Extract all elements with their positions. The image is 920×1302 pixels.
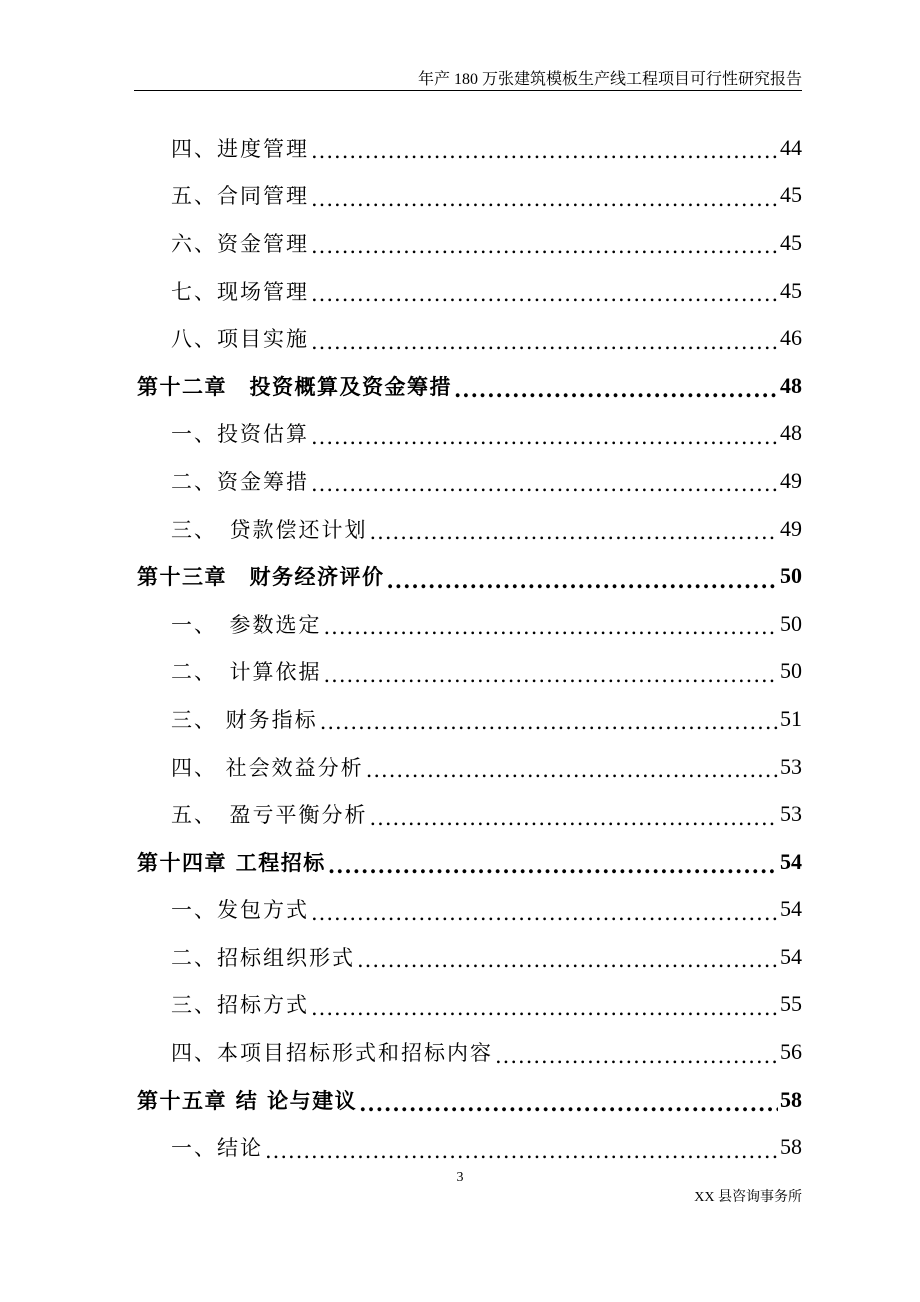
toc-leader-dots — [311, 332, 778, 353]
toc-entry-page: 48 — [780, 420, 802, 446]
toc-entry[interactable] — [137, 505, 802, 553]
document-title: 年产 180 万张建筑模板生产线工程项目可行性研究报告 — [417, 71, 802, 88]
toc-chapter-entry[interactable] — [137, 1076, 802, 1124]
toc-entry[interactable] — [137, 124, 802, 172]
footer-organization: XX 县咨询事务所 — [694, 1190, 802, 1205]
toc-entry-label: 四、进度管理 — [137, 133, 311, 163]
toc-chapter-entry[interactable] — [137, 362, 802, 410]
toc-entry[interactable] — [137, 600, 802, 648]
toc-entry-page: 50 — [780, 563, 802, 589]
toc-entry-label: 五、合同管理 — [137, 180, 311, 210]
toc-entry[interactable] — [137, 790, 802, 838]
toc-entry[interactable] — [137, 457, 802, 505]
toc-entry-label: 三、 财务指标 — [137, 704, 320, 734]
toc-entry-label: 一、 参数选定 — [137, 609, 324, 639]
toc-entry-page: 45 — [780, 182, 802, 208]
toc-leader-dots — [357, 950, 778, 971]
toc-leader-dots — [311, 189, 778, 210]
toc-leader-dots — [495, 1046, 778, 1067]
toc-leader-dots — [324, 617, 779, 638]
toc-entry-page: 44 — [780, 134, 802, 160]
toc-leader-dots — [311, 141, 778, 162]
toc-entry-label: 二、 计算依据 — [137, 656, 324, 686]
toc-leader-dots — [311, 903, 778, 924]
toc-entry-page: 45 — [780, 229, 802, 255]
toc-leader-dots — [320, 712, 778, 733]
toc-entry-label: 第十四章 工程招标 — [137, 847, 328, 877]
toc-leader-dots — [311, 236, 778, 257]
toc-entry-label: 七、现场管理 — [137, 276, 311, 306]
toc-entry[interactable] — [137, 314, 802, 362]
toc-leader-dots — [311, 427, 778, 448]
toc-leader-dots — [311, 284, 778, 305]
toc-entry-page: 49 — [780, 467, 802, 493]
toc-entry-page: 50 — [780, 610, 802, 636]
toc-entry-label: 第十二章 投资概算及资金筹措 — [137, 371, 454, 401]
toc-entry[interactable] — [137, 695, 802, 743]
toc-entry[interactable] — [137, 172, 802, 220]
toc-entry-page: 54 — [780, 896, 802, 922]
toc-entry-label: 三、招标方式 — [137, 989, 311, 1019]
table-of-contents — [137, 124, 802, 1171]
toc-entry-page: 50 — [780, 658, 802, 684]
toc-leader-dots — [328, 855, 778, 876]
toc-leader-dots — [359, 1093, 778, 1114]
toc-entry-label: 四、本项目招标形式和招标内容 — [137, 1037, 495, 1067]
toc-entry[interactable] — [137, 648, 802, 696]
toc-entry-page: 48 — [780, 372, 802, 398]
toc-entry[interactable] — [137, 1028, 802, 1076]
toc-entry-label: 五、 盈亏平衡分析 — [137, 799, 370, 829]
toc-entry-page: 45 — [780, 277, 802, 303]
toc-leader-dots — [454, 379, 778, 400]
toc-entry[interactable] — [137, 267, 802, 315]
toc-entry[interactable] — [137, 886, 802, 934]
toc-entry[interactable] — [137, 743, 802, 791]
toc-entry[interactable] — [137, 410, 802, 458]
toc-entry-page: 58 — [780, 1086, 802, 1112]
toc-entry-label: 四、 社会效益分析 — [137, 752, 366, 782]
toc-entry-label: 三、 贷款偿还计划 — [137, 514, 370, 544]
toc-chapter-entry[interactable] — [137, 552, 802, 600]
toc-leader-dots — [311, 474, 778, 495]
page-header — [134, 62, 802, 91]
toc-entry[interactable] — [137, 981, 802, 1029]
toc-entry-page: 46 — [780, 325, 802, 351]
toc-entry-label: 二、招标组织形式 — [137, 942, 357, 972]
toc-entry-page: 53 — [780, 801, 802, 827]
toc-entry[interactable] — [137, 933, 802, 981]
toc-leader-dots — [311, 998, 778, 1019]
toc-leader-dots — [387, 570, 779, 591]
toc-entry-label: 六、资金管理 — [137, 228, 311, 258]
toc-entry-page: 49 — [780, 515, 802, 541]
toc-leader-dots — [370, 522, 779, 543]
toc-entry-label: 二、资金筹措 — [137, 466, 311, 496]
toc-entry-page: 51 — [780, 705, 802, 731]
toc-entry-page: 54 — [780, 943, 802, 969]
toc-entry-label: 一、发包方式 — [137, 894, 311, 924]
toc-entry-label: 第十三章 财务经济评价 — [137, 561, 387, 591]
toc-chapter-entry[interactable] — [137, 838, 802, 886]
toc-entry-label: 八、项目实施 — [137, 323, 311, 353]
page-number: 3 — [456, 1170, 464, 1185]
toc-entry[interactable] — [137, 219, 802, 267]
toc-entry-page: 53 — [780, 753, 802, 779]
toc-entry-label: 一、结论 — [137, 1132, 265, 1162]
toc-entry-page: 56 — [780, 1039, 802, 1065]
toc-leader-dots — [265, 1141, 778, 1162]
toc-leader-dots — [366, 760, 778, 781]
toc-leader-dots — [324, 665, 779, 686]
toc-entry-page: 55 — [780, 991, 802, 1017]
toc-entry-label: 一、投资估算 — [137, 418, 311, 448]
toc-leader-dots — [370, 808, 779, 829]
toc-entry-label: 第十五章 结 论与建议 — [137, 1085, 359, 1115]
toc-entry-page: 58 — [780, 1134, 802, 1160]
toc-entry[interactable] — [137, 1123, 802, 1171]
toc-entry-page: 54 — [780, 848, 802, 874]
